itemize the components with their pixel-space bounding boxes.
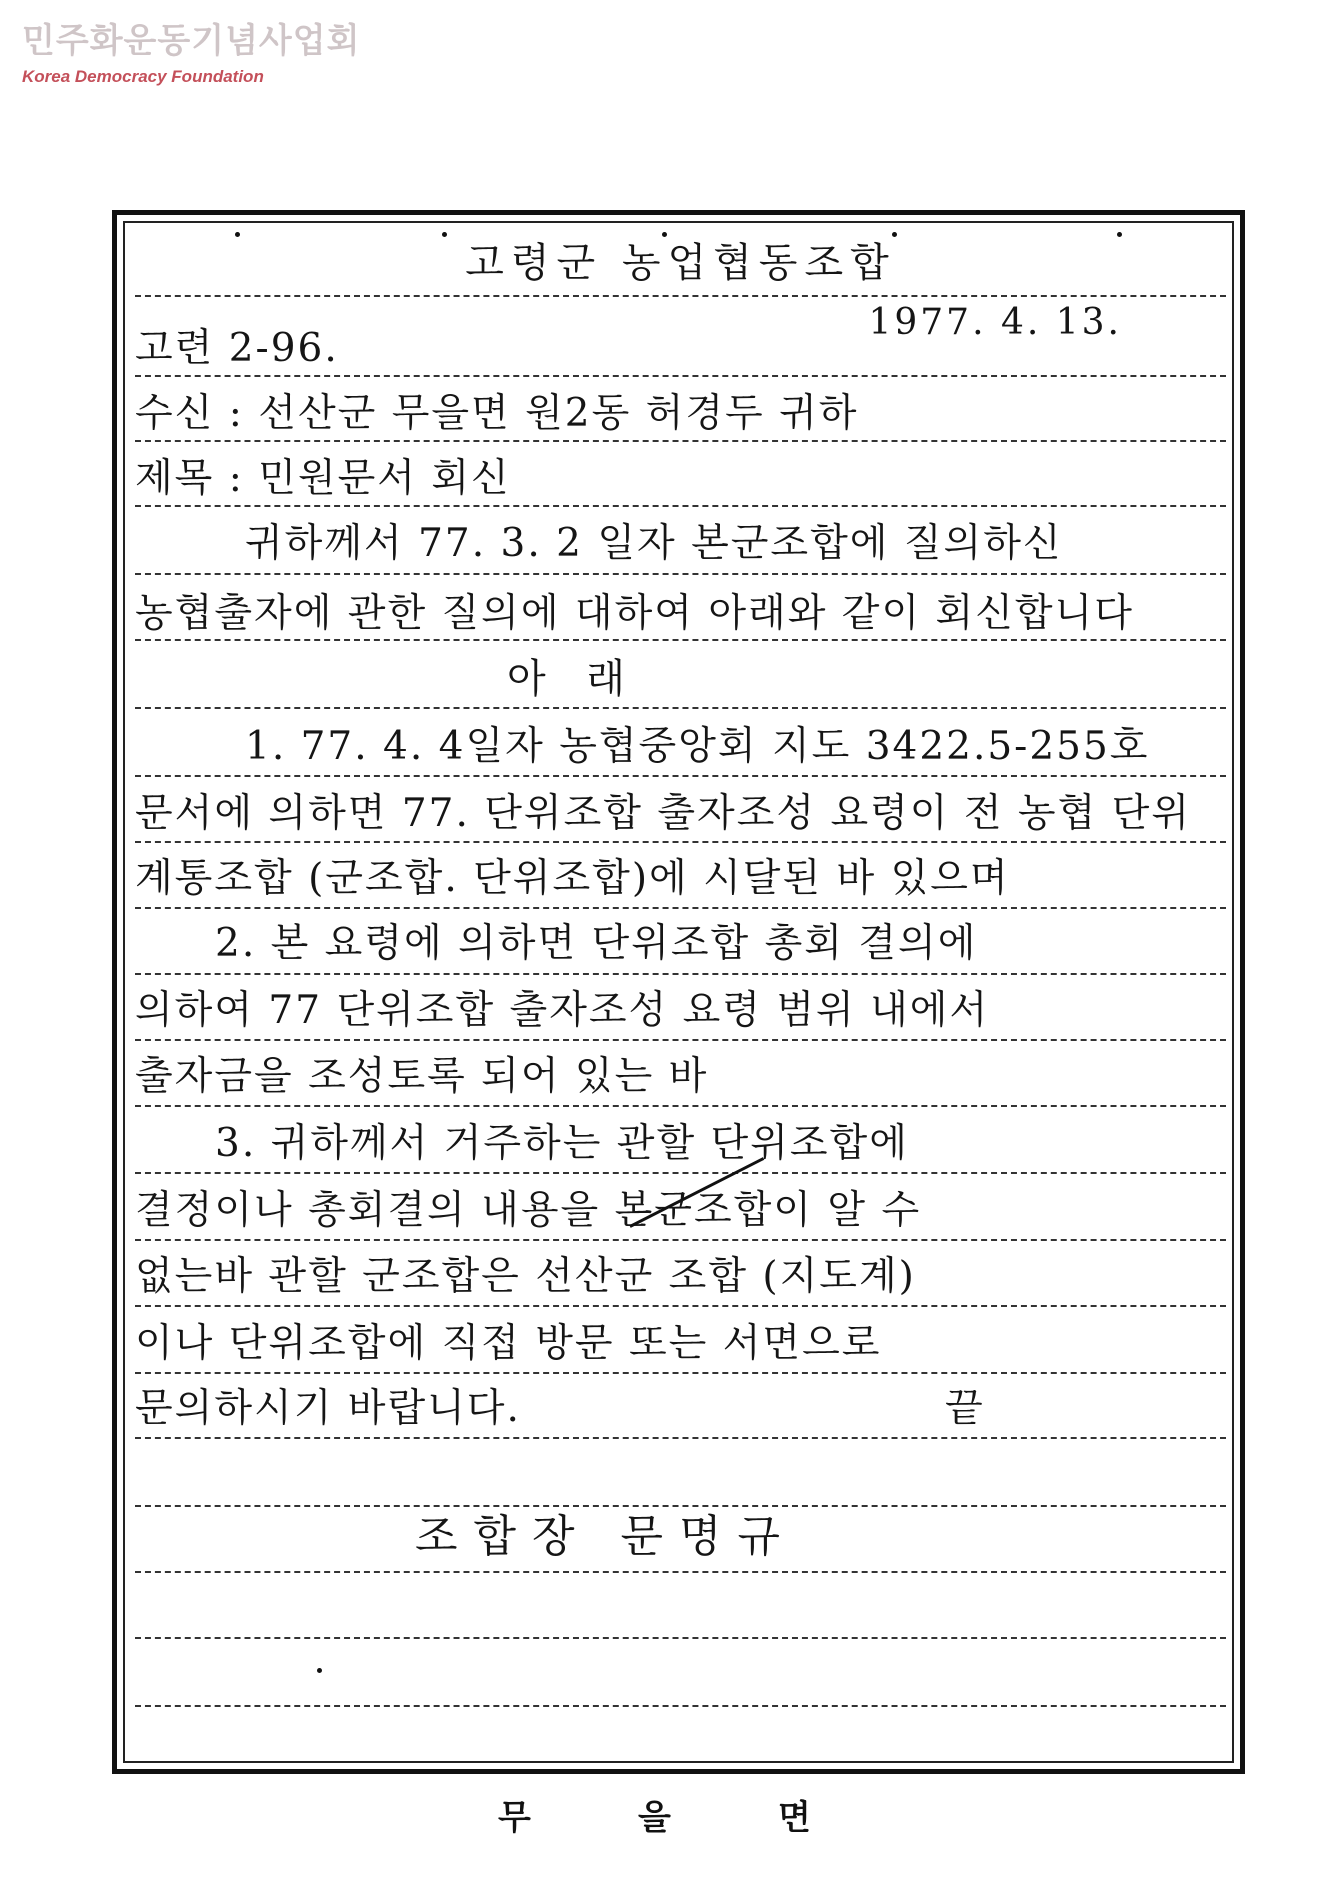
ruled-line bbox=[135, 375, 1226, 377]
body-line: 귀하께서 77. 3. 2 일자 본군조합에 질의하신 bbox=[245, 521, 1063, 566]
margin-dot bbox=[235, 232, 240, 237]
footer-char: 면 bbox=[778, 1798, 811, 1838]
ruled-line bbox=[135, 1239, 1226, 1241]
ruled-line bbox=[135, 639, 1226, 641]
body-line: 출자금을 조성토록 되어 있는 바 bbox=[135, 1054, 709, 1099]
watermark bbox=[22, 22, 360, 88]
ruled-line bbox=[135, 707, 1226, 709]
footer-label bbox=[0, 1790, 1323, 1838]
ruled-line bbox=[135, 1637, 1226, 1639]
document-date: 1977. 4. 13. bbox=[868, 302, 1122, 343]
body-line: 없는바 관할 군조합은 선산군 조합 (지도계) bbox=[135, 1254, 916, 1299]
body-line: 결정이나 총회결의 내용을 본군조합이 알 수 bbox=[135, 1188, 922, 1233]
body-line: 문서에 의하면 77. 단위조합 출자조성 요령이 전 농협 단위 bbox=[135, 791, 1192, 836]
body-line: 의하여 77 단위조합 출자조성 요령 범위 내에서 bbox=[135, 988, 990, 1033]
margin-dot bbox=[317, 1668, 322, 1673]
body-line: 이나 단위조합에 직접 방문 또는 서면으로 bbox=[135, 1321, 882, 1366]
document-number: 고련 2-96. bbox=[135, 326, 339, 371]
subject-line: 제목 : 민원문서 회신 bbox=[135, 456, 511, 501]
margin-dot bbox=[442, 232, 447, 237]
ruled-line bbox=[135, 1305, 1226, 1307]
ruled-line bbox=[135, 1172, 1226, 1174]
ruled-line bbox=[135, 1705, 1226, 1707]
ruled-line bbox=[135, 1571, 1226, 1573]
body-line: 1. 77. 4. 4일자 농협중앙회 지도 3422.5-255호 bbox=[245, 724, 1150, 769]
body-line: 농협출자에 관한 질의에 대하여 아래와 같이 회신합니다 bbox=[135, 591, 1134, 636]
body-line: 3. 귀하께서 거주하는 관할 단위조합에 bbox=[215, 1121, 909, 1166]
footer-char: 을 bbox=[638, 1798, 671, 1838]
ruled-line bbox=[135, 841, 1226, 843]
ruled-line bbox=[135, 573, 1226, 575]
body-line: 문의하시기 바랍니다. bbox=[135, 1386, 521, 1431]
heading-notice: 아 래 bbox=[507, 656, 639, 702]
letter-form bbox=[112, 210, 1245, 1774]
ruled-line bbox=[135, 295, 1226, 297]
ruled-line bbox=[135, 973, 1226, 975]
margin-dot bbox=[662, 232, 667, 237]
ruled-line bbox=[135, 1437, 1226, 1439]
ruled-line bbox=[135, 1505, 1226, 1507]
body-line: 계통조합 (군조합. 단위조합)에 시달된 바 있으며 bbox=[135, 856, 1010, 901]
ruled-line bbox=[135, 1372, 1226, 1374]
ruled-line bbox=[135, 1039, 1226, 1041]
ruled-line bbox=[135, 440, 1226, 442]
closing-mark: 끝 bbox=[945, 1386, 985, 1431]
document-title: 고령군 농업협동조합 bbox=[465, 240, 896, 286]
watermark-korean: 민주화운동기념사업회 bbox=[22, 21, 361, 61]
signature-line: 조합장 문명규 bbox=[415, 1513, 797, 1561]
recipient-line: 수신 : 선산군 무을면 원2동 허경두 귀하 bbox=[135, 391, 859, 436]
ruled-line bbox=[135, 505, 1226, 507]
watermark-english: Korea Democracy Foundation bbox=[22, 67, 264, 86]
ruled-line bbox=[135, 1105, 1226, 1107]
margin-dot bbox=[892, 232, 897, 237]
ruled-line bbox=[135, 907, 1226, 909]
footer-char: 무 bbox=[498, 1798, 531, 1838]
body-line: 2. 본 요령에 의하면 단위조합 총회 결의에 bbox=[215, 921, 978, 966]
ruled-line bbox=[135, 775, 1226, 777]
margin-dot bbox=[1117, 232, 1122, 237]
